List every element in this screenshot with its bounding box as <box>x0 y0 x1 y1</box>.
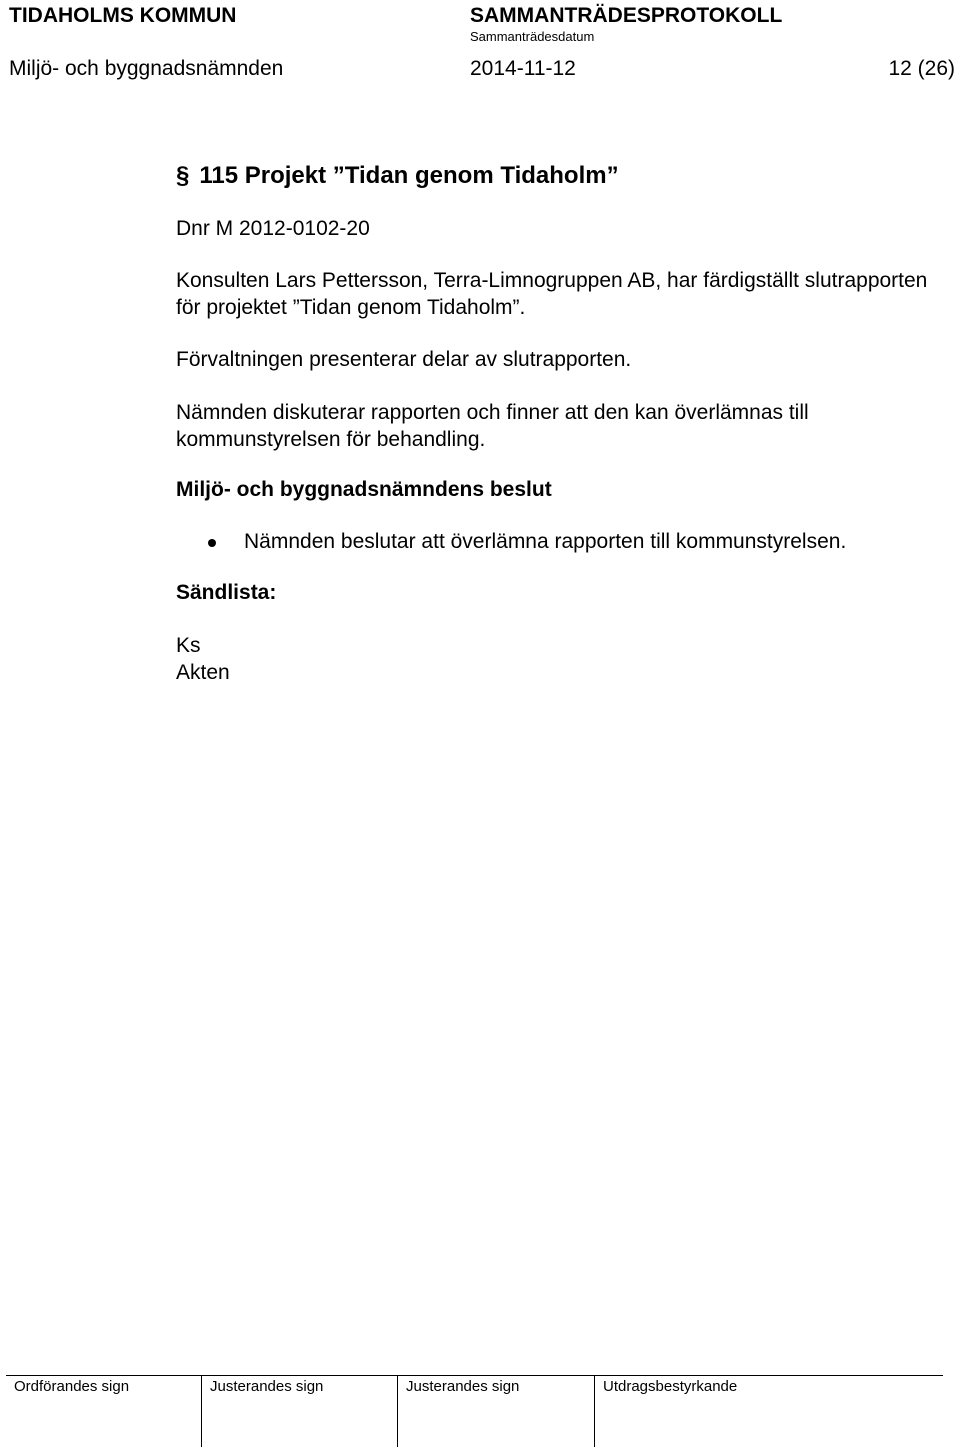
decision-item-text: Nämnden beslutar att överlämna rapporten till kommunstyrelsen. <box>244 530 847 553</box>
sendlist-heading: Sändlista: <box>176 581 277 604</box>
recipient-list <box>176 632 230 686</box>
document-type: SAMMANTRÄDESPROTOKOLL <box>470 4 783 27</box>
meeting-date: 2014-11-12 <box>470 57 576 80</box>
signature-cell-adjuster-1: Justerandes sign <box>201 1376 398 1447</box>
section-title <box>176 162 619 190</box>
bullet-icon <box>208 539 216 547</box>
signature-cell-chair: Ordförandes sign <box>14 1378 130 1395</box>
paragraph-2: Förvaltningen presenterar delar av slutrapporten. <box>176 348 632 371</box>
paragraph-1: Konsulten Lars Pettersson, Terra-Limnogruppen AB, har färdigställt slutrapporten för projektet ”Tidan genom Tidaholm”. <box>176 269 928 319</box>
decision-heading: Miljö- och byggnadsnämndens beslut <box>176 478 552 501</box>
case-number: Dnr M 2012-0102-20 <box>176 217 370 240</box>
recipient-item: Akten <box>176 661 230 684</box>
list-item <box>176 530 936 557</box>
paragraph-symbol: § <box>176 162 190 189</box>
meeting-date-label: Sammanträdesdatum <box>470 29 595 44</box>
signature-cell-adjuster-2: Justerandes sign <box>397 1376 594 1447</box>
recipient-item: Ks <box>176 634 201 657</box>
page-number: 12 (26) <box>888 57 955 80</box>
signature-cell-certification: Utdragsbestyrkande <box>594 1376 943 1447</box>
organization-name: TIDAHOLMS KOMMUN <box>9 4 237 27</box>
decision-list <box>176 530 936 557</box>
paragraph-3: Nämnden diskuterar rapporten och finner att den kan överlämnas till kommunstyrelsen för behandling. <box>176 401 809 451</box>
signature-footer <box>6 1376 943 1447</box>
committee-name: Miljö- och byggnadsnämnden <box>9 57 284 80</box>
section-title-text: 115 Projekt ”Tidan genom Tidaholm” <box>199 162 619 189</box>
